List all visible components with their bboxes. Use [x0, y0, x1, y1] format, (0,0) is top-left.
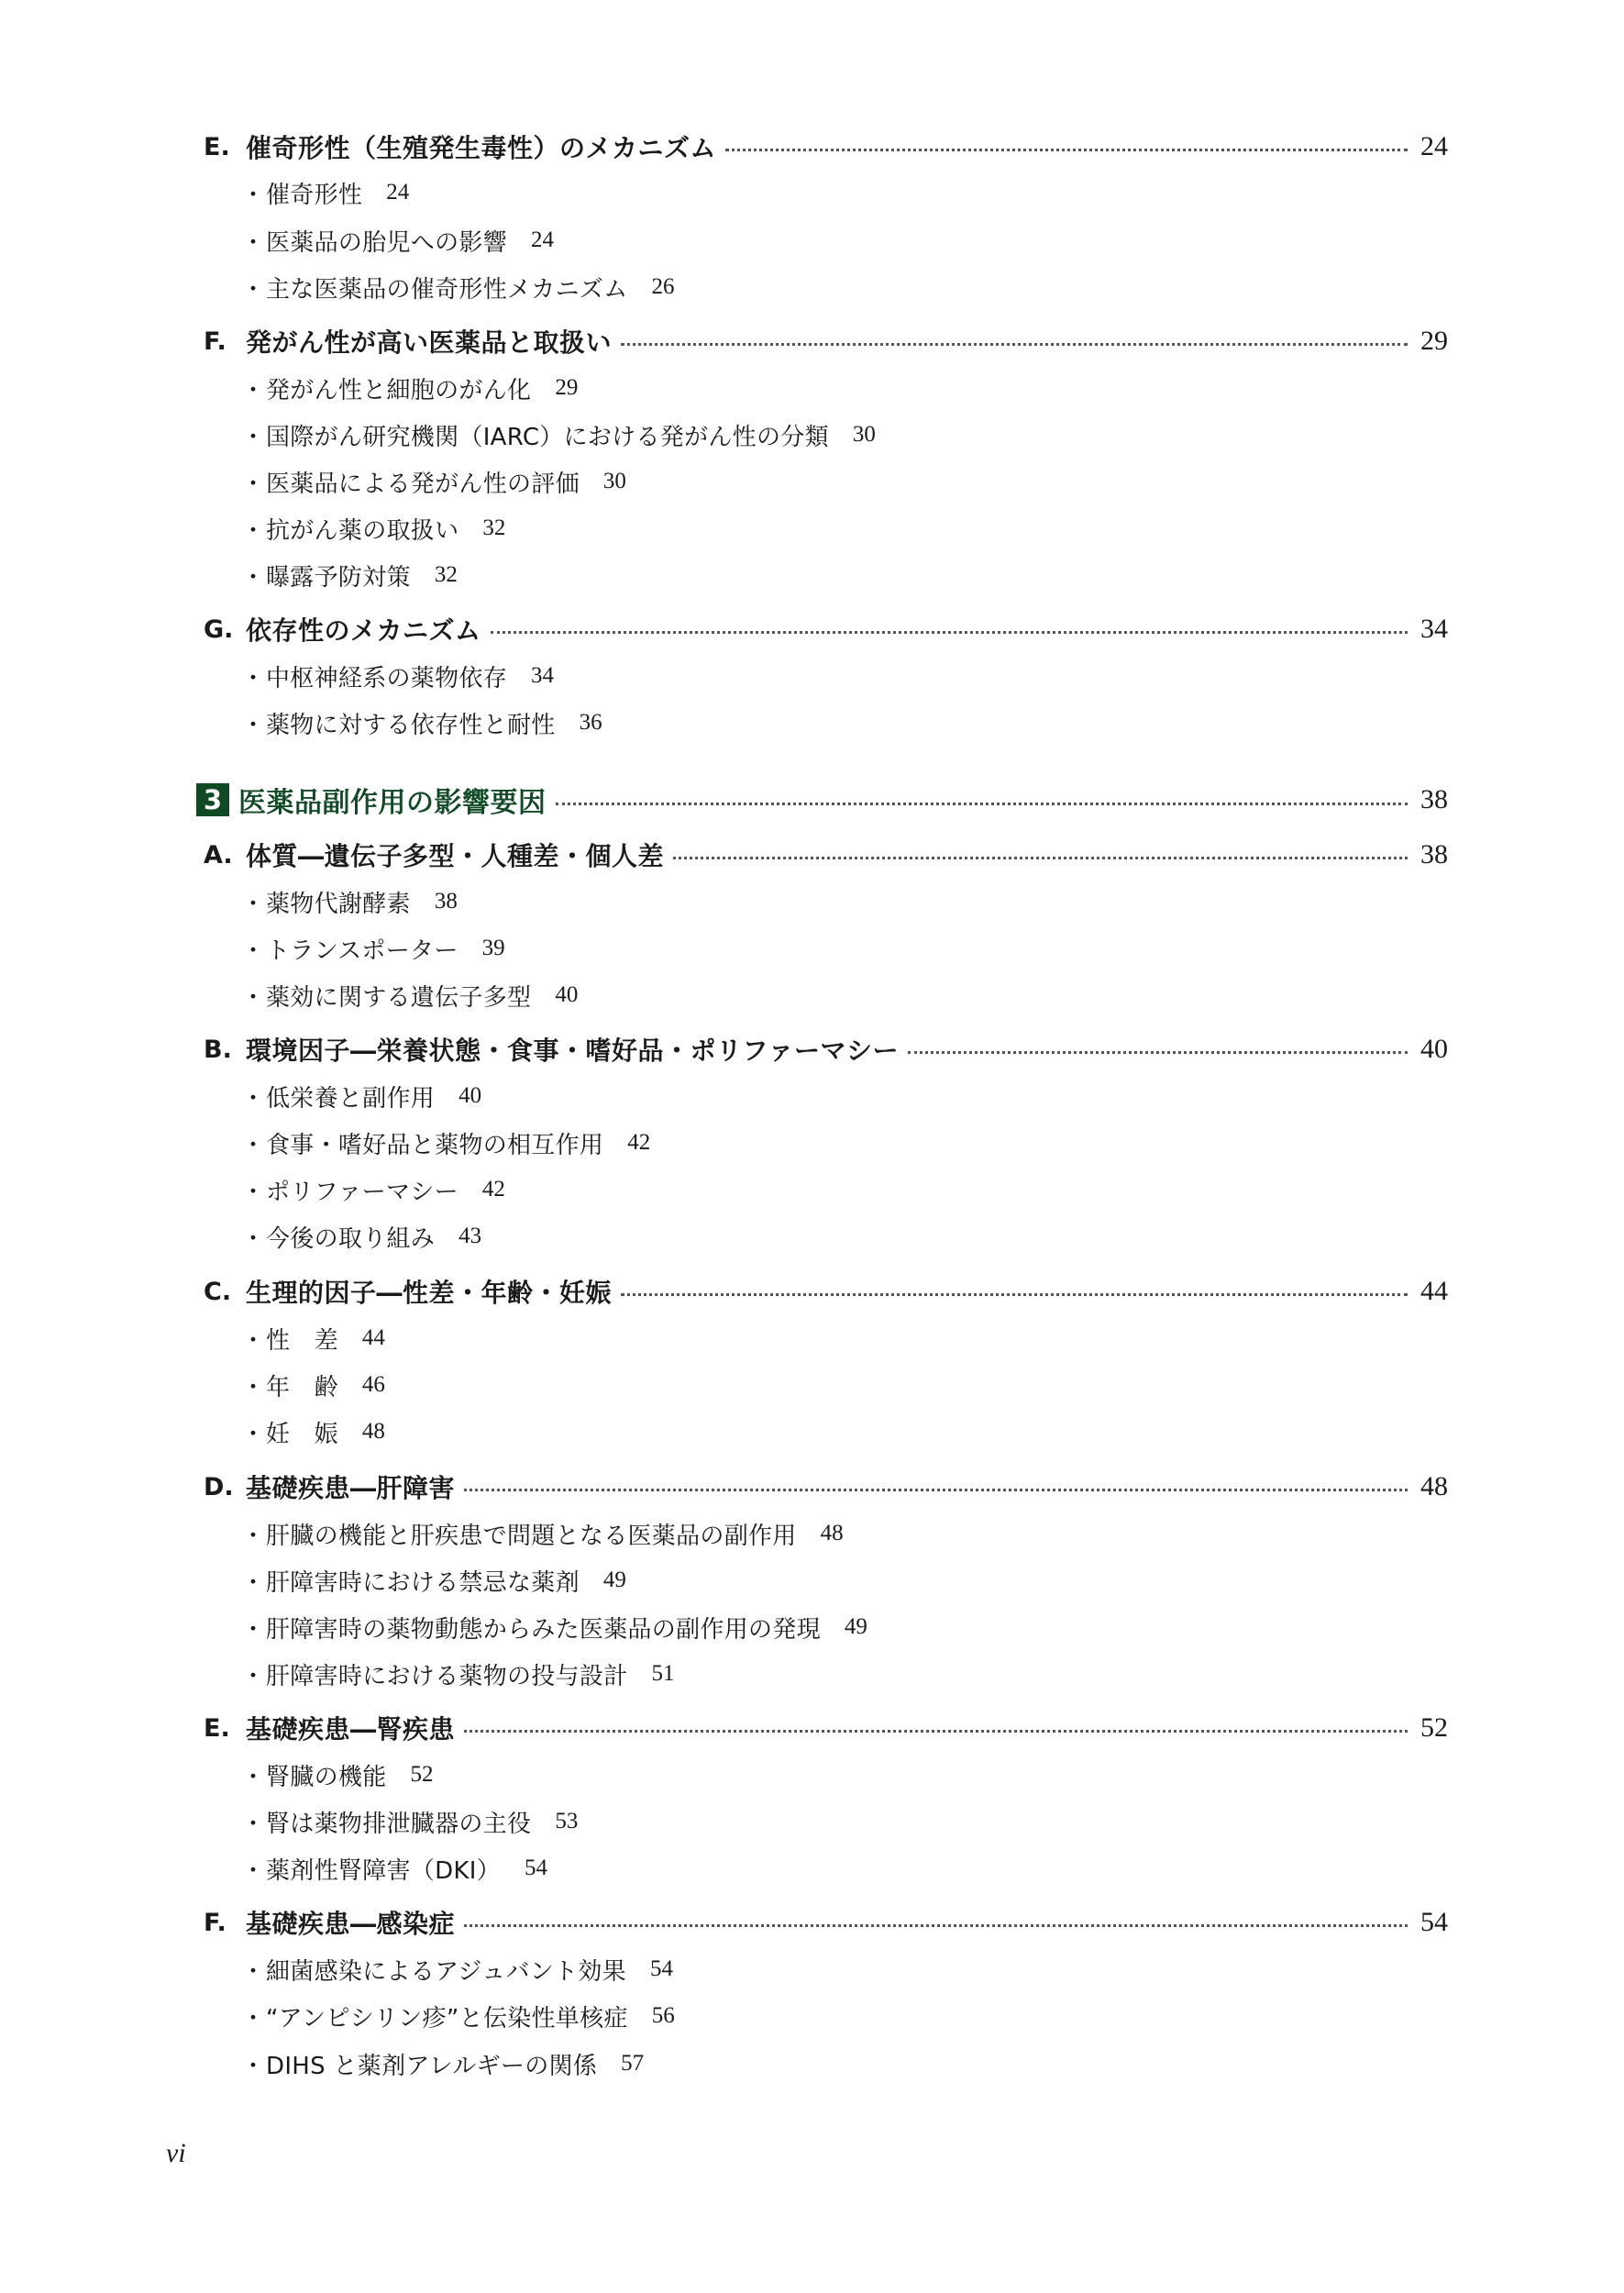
toc-subitem	[240, 1803, 578, 1840]
subitem-text: 中枢神経系の薬物依存	[266, 664, 508, 692]
toc-subitem	[240, 1609, 867, 1645]
subitem-text: 薬効に関する遺伝子多型	[266, 983, 532, 1012]
section-title: 催奇形性（生殖発生毒性）のメカニズム	[246, 133, 717, 163]
bullet-dot-icon: ・	[240, 664, 265, 692]
subitem-text: 抗がん薬の取扱い	[266, 516, 459, 545]
subitem-text: 腎は薬物排泄臓器の主役	[266, 1810, 532, 1838]
toc-subitem	[240, 1413, 385, 1450]
subitem-page-number: 24	[386, 180, 410, 205]
subitem-page-number: 56	[651, 2003, 675, 2028]
toc-section-entry	[204, 835, 1448, 875]
bullet-dot-icon: ・	[240, 983, 265, 1012]
subitem-page-number: 36	[579, 710, 602, 735]
subitem-page-number: 42	[627, 1130, 651, 1155]
bullet-dot-icon: ・	[240, 516, 265, 545]
subitem-page-number: 57	[621, 2051, 645, 2076]
bullet-dot-icon: ・	[240, 1420, 265, 1448]
dot-leader	[673, 857, 1408, 859]
part-page-number: 38	[1420, 784, 1448, 814]
toc-subitem	[240, 1756, 434, 1793]
bullet-dot-icon: ・	[240, 470, 265, 498]
section-title: 環境因子―栄養状態・食事・嗜好品・ポリファーマシー	[246, 1036, 899, 1066]
subitem-text: 細菌感染によるアジュバント効果	[266, 1957, 626, 1986]
toc-subitem	[240, 463, 626, 500]
bullet-dot-icon: ・	[240, 1662, 265, 1690]
bullet-dot-icon: ・	[240, 1084, 265, 1113]
subitem-text: 食事・嗜好品と薬物の相互作用	[266, 1131, 604, 1159]
toc-section-entry	[204, 1271, 1448, 1312]
subitem-page-number: 49	[844, 1614, 867, 1639]
bullet-dot-icon: ・	[240, 1326, 265, 1355]
bullet-dot-icon: ・	[240, 2052, 265, 2080]
toc-subitem	[240, 1218, 481, 1255]
toc-section-entry	[204, 1902, 1448, 1943]
toc-section-entry	[204, 1467, 1448, 1507]
toc-subitem	[240, 1171, 505, 1208]
subitem-page-number: 40	[458, 1083, 482, 1108]
toc-subitem	[240, 1656, 675, 1692]
section-page-number: 24	[1420, 131, 1448, 161]
bullet-dot-icon: ・	[240, 1957, 265, 1986]
page-folio: vi	[166, 2138, 186, 2168]
toc-subitem	[240, 704, 602, 741]
toc-subitem	[240, 883, 458, 920]
subitem-page-number: 46	[361, 1372, 385, 1397]
bullet-dot-icon: ・	[240, 228, 265, 257]
section-page-number: 48	[1420, 1471, 1448, 1501]
subitem-page-number: 48	[820, 1521, 844, 1545]
toc-subitem	[240, 2045, 644, 2082]
bullet-dot-icon: ・	[240, 2004, 265, 2033]
section-title: 基礎疾患―腎疾患	[246, 1714, 456, 1745]
part-title: 医薬品副作用の影響要因	[238, 787, 547, 819]
subitem-page-number: 26	[651, 274, 675, 299]
section-letter: G.	[204, 615, 234, 644]
toc-subitem	[240, 222, 554, 259]
bullet-dot-icon: ・	[240, 181, 265, 209]
subitem-text: 薬物に対する依存性と耐性	[266, 711, 556, 739]
toc-subitem	[240, 1951, 673, 1988]
subitem-page-number: 39	[481, 936, 505, 960]
bullet-dot-icon: ・	[240, 1373, 265, 1401]
bullet-dot-icon: ・	[240, 1224, 265, 1253]
toc-subitem	[240, 557, 458, 593]
subitem-page-number: 30	[852, 422, 876, 447]
subitem-text: ポリファーマシー	[266, 1178, 458, 1206]
subitem-text: DIHS と薬剤アレルギーの関係	[266, 2052, 598, 2080]
dot-leader	[621, 1293, 1408, 1296]
section-page-number: 44	[1420, 1276, 1448, 1306]
subitem-text: 医薬品による発がん性の評価	[266, 470, 580, 498]
section-page-number: 40	[1420, 1034, 1448, 1064]
toc-subitem	[240, 370, 578, 406]
subitem-text: 肝障害時の薬物動態からみた医薬品の副作用の発現	[266, 1615, 821, 1644]
bullet-dot-icon: ・	[240, 563, 265, 592]
section-letter: C.	[204, 1277, 232, 1306]
subitem-page-number: 34	[531, 663, 555, 688]
dot-leader	[621, 343, 1408, 346]
bullet-dot-icon: ・	[240, 423, 265, 451]
bullet-dot-icon: ・	[240, 711, 265, 739]
section-title: 基礎疾患―感染症	[246, 1909, 456, 1939]
subitem-page-number: 54	[525, 1855, 548, 1880]
subitem-page-number: 49	[602, 1567, 626, 1592]
dot-leader	[908, 1051, 1408, 1054]
toc-subitem	[240, 1367, 385, 1403]
toc-subitem	[240, 1320, 385, 1357]
bullet-dot-icon: ・	[240, 1568, 265, 1597]
section-page-number: 29	[1420, 326, 1448, 356]
section-title: 体質―遺伝子多型・人種差・個人差	[246, 841, 665, 871]
section-page-number: 34	[1420, 614, 1448, 644]
bullet-dot-icon: ・	[240, 275, 265, 304]
dot-leader	[725, 149, 1408, 151]
toc-subitem	[240, 416, 876, 453]
toc-subitem	[240, 977, 578, 1014]
subitem-page-number: 53	[555, 1809, 579, 1833]
subitem-page-number: 32	[434, 562, 458, 587]
toc-subitem	[240, 658, 554, 694]
subitem-text: 肝障害時における禁忌な薬剤	[266, 1568, 580, 1597]
subitem-page-number: 29	[555, 375, 579, 400]
dot-leader	[491, 631, 1408, 634]
subitem-text: 薬剤性腎障害（DKI）	[266, 1856, 502, 1885]
section-title: 依存性のメカニズム	[246, 615, 481, 646]
subitem-page-number: 52	[410, 1762, 434, 1787]
subitem-page-number: 44	[361, 1325, 385, 1350]
subitem-text: 発がん性と細胞のがん化	[266, 376, 532, 404]
bullet-dot-icon: ・	[240, 1763, 265, 1791]
subitem-text: 医薬品の胎児への影響	[266, 228, 508, 257]
toc-subitem	[240, 174, 409, 211]
subitem-text: 国際がん研究機関（IARC）における発がん性の分類	[266, 423, 829, 451]
bullet-dot-icon: ・	[240, 936, 265, 965]
toc-section-entry	[204, 609, 1448, 649]
subitem-page-number: 51	[651, 1661, 675, 1686]
dot-leader	[464, 1924, 1408, 1927]
subitem-text: 肝障害時における薬物の投与設計	[266, 1662, 628, 1690]
dot-leader	[556, 803, 1409, 805]
subitem-text: 今後の取り組み	[266, 1224, 436, 1253]
toc-section-entry	[204, 1029, 1448, 1069]
toc-subitem	[240, 1124, 650, 1161]
bullet-dot-icon: ・	[240, 1178, 265, 1206]
toc-part-heading	[196, 777, 1448, 823]
section-letter: F.	[204, 327, 226, 356]
section-letter: E.	[204, 132, 230, 161]
dot-leader	[464, 1730, 1408, 1733]
bullet-dot-icon: ・	[240, 1522, 265, 1550]
part-number-badge: 3	[196, 783, 229, 816]
subitem-text: 腎臓の機能	[266, 1763, 387, 1791]
subitem-text: 肝臓の機能と肝疾患で問題となる医薬品の副作用	[266, 1522, 797, 1550]
toc-subitem	[240, 1562, 626, 1599]
bullet-dot-icon: ・	[240, 890, 265, 918]
bullet-dot-icon: ・	[240, 1615, 265, 1644]
subitem-page-number: 54	[649, 1956, 673, 1981]
section-letter: D.	[204, 1472, 234, 1501]
toc-subitem	[240, 930, 505, 967]
section-title: 基礎疾患―肝障害	[246, 1473, 456, 1503]
bullet-dot-icon: ・	[240, 1810, 265, 1838]
subitem-page-number: 42	[481, 1177, 505, 1202]
section-letter: E.	[204, 1713, 230, 1743]
subitem-page-number: 43	[458, 1224, 482, 1248]
toc-subitem	[240, 1998, 675, 2034]
subitem-page-number: 32	[482, 515, 506, 540]
subitem-text: 年 齢	[266, 1373, 338, 1401]
subitem-text: 曝露予防対策	[266, 563, 411, 592]
section-letter: A.	[204, 840, 233, 870]
bullet-dot-icon: ・	[240, 1131, 265, 1159]
bullet-dot-icon: ・	[240, 376, 265, 404]
section-page-number: 38	[1420, 839, 1448, 870]
subitem-text: “アンピシリン疹”と伝染性単核症	[266, 2004, 628, 2033]
subitem-page-number: 24	[531, 227, 555, 252]
toc-section-entry	[204, 127, 1448, 167]
subitem-text: 催奇形性	[266, 181, 363, 209]
section-letter: B.	[204, 1035, 232, 1064]
subitem-text: 主な医薬品の催奇形性メカニズム	[266, 275, 628, 304]
toc-subitem	[240, 1850, 547, 1887]
bullet-dot-icon: ・	[240, 1856, 265, 1885]
dot-leader	[464, 1489, 1408, 1491]
subitem-page-number: 38	[434, 889, 458, 914]
toc-subitem	[240, 510, 505, 547]
subitem-text: 低栄養と副作用	[266, 1084, 436, 1113]
toc-subitem	[240, 269, 675, 305]
subitem-text: 性 差	[266, 1326, 338, 1355]
section-title: 発がん性が高い医薬品と取扱い	[246, 327, 613, 358]
subitem-text: 妊 娠	[266, 1420, 338, 1448]
subitem-text: トランスポーター	[266, 936, 458, 965]
subitem-page-number: 30	[602, 469, 626, 493]
toc-section-entry	[204, 1708, 1448, 1748]
toc-section-entry	[204, 321, 1448, 361]
section-title: 生理的因子―性差・年齢・妊娠	[246, 1278, 613, 1308]
subitem-page-number: 48	[361, 1419, 385, 1444]
subitem-text: 薬物代謝酵素	[266, 890, 411, 918]
section-page-number: 54	[1420, 1907, 1448, 1937]
toc-subitem	[240, 1078, 481, 1114]
toc-subitem	[240, 1515, 844, 1552]
section-page-number: 52	[1420, 1712, 1448, 1743]
section-letter: F.	[204, 1908, 226, 1937]
subitem-page-number: 40	[555, 982, 579, 1007]
